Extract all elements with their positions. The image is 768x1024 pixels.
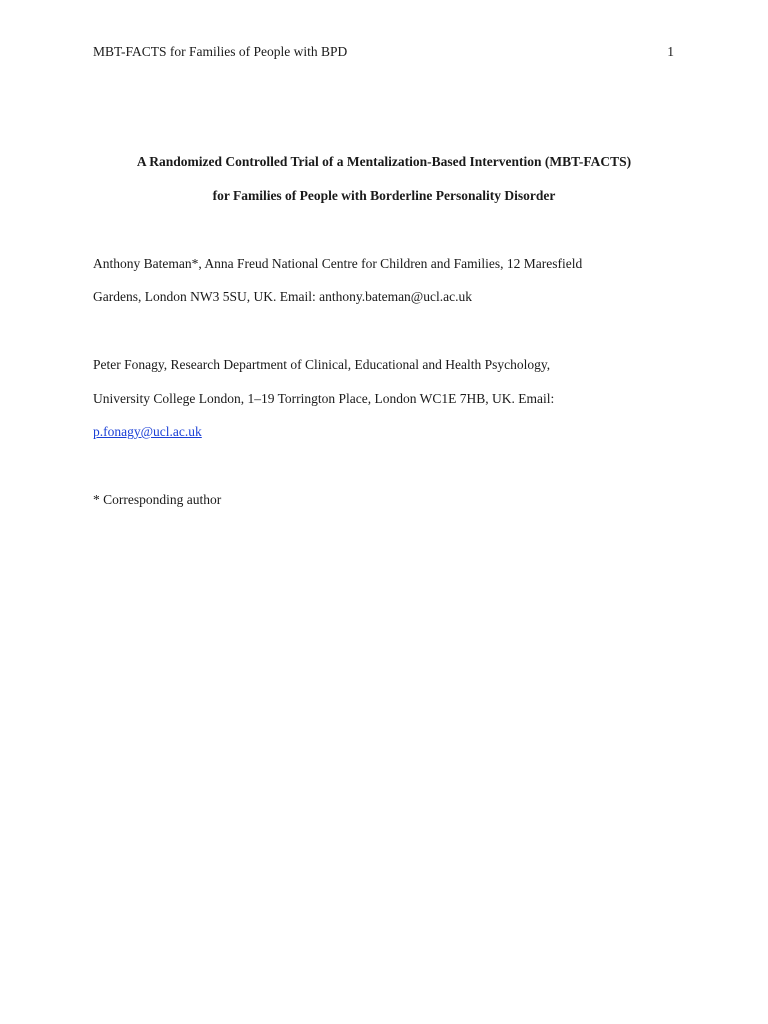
running-head: MBT-FACTS for Families of People with BPD (93, 44, 348, 59)
author-1-affiliation-line-2: Gardens, London NW3 5SU, UK. Email: anthony.bateman@ucl.ac.uk (93, 289, 472, 304)
corresponding-author-note: * Corresponding author (93, 492, 222, 507)
paper-title-line-2: for Families of People with Borderline Personality Disorder (212, 188, 556, 203)
author-2-email-line (93, 423, 202, 441)
page-number: 1 (667, 44, 674, 59)
author-2-affiliation-line-2: University College London, 1–19 Torrington Place, London WC1E 7HB, UK. Email: (93, 391, 555, 406)
author-2-affiliation-line-1: Peter Fonagy, Research Department of Clinical, Educational and Health Psychology, (93, 357, 551, 372)
paper-title-line-1: A Randomized Controlled Trial of a Mentalization-Based Intervention (MBT-FACTS) (136, 154, 632, 169)
author-2-email-link[interactable]: p.fonagy@ucl.ac.uk (93, 424, 202, 439)
author-1-affiliation-line-1: Anthony Bateman*, Anna Freud National Centre for Children and Families, 12 Maresfield (93, 256, 583, 271)
